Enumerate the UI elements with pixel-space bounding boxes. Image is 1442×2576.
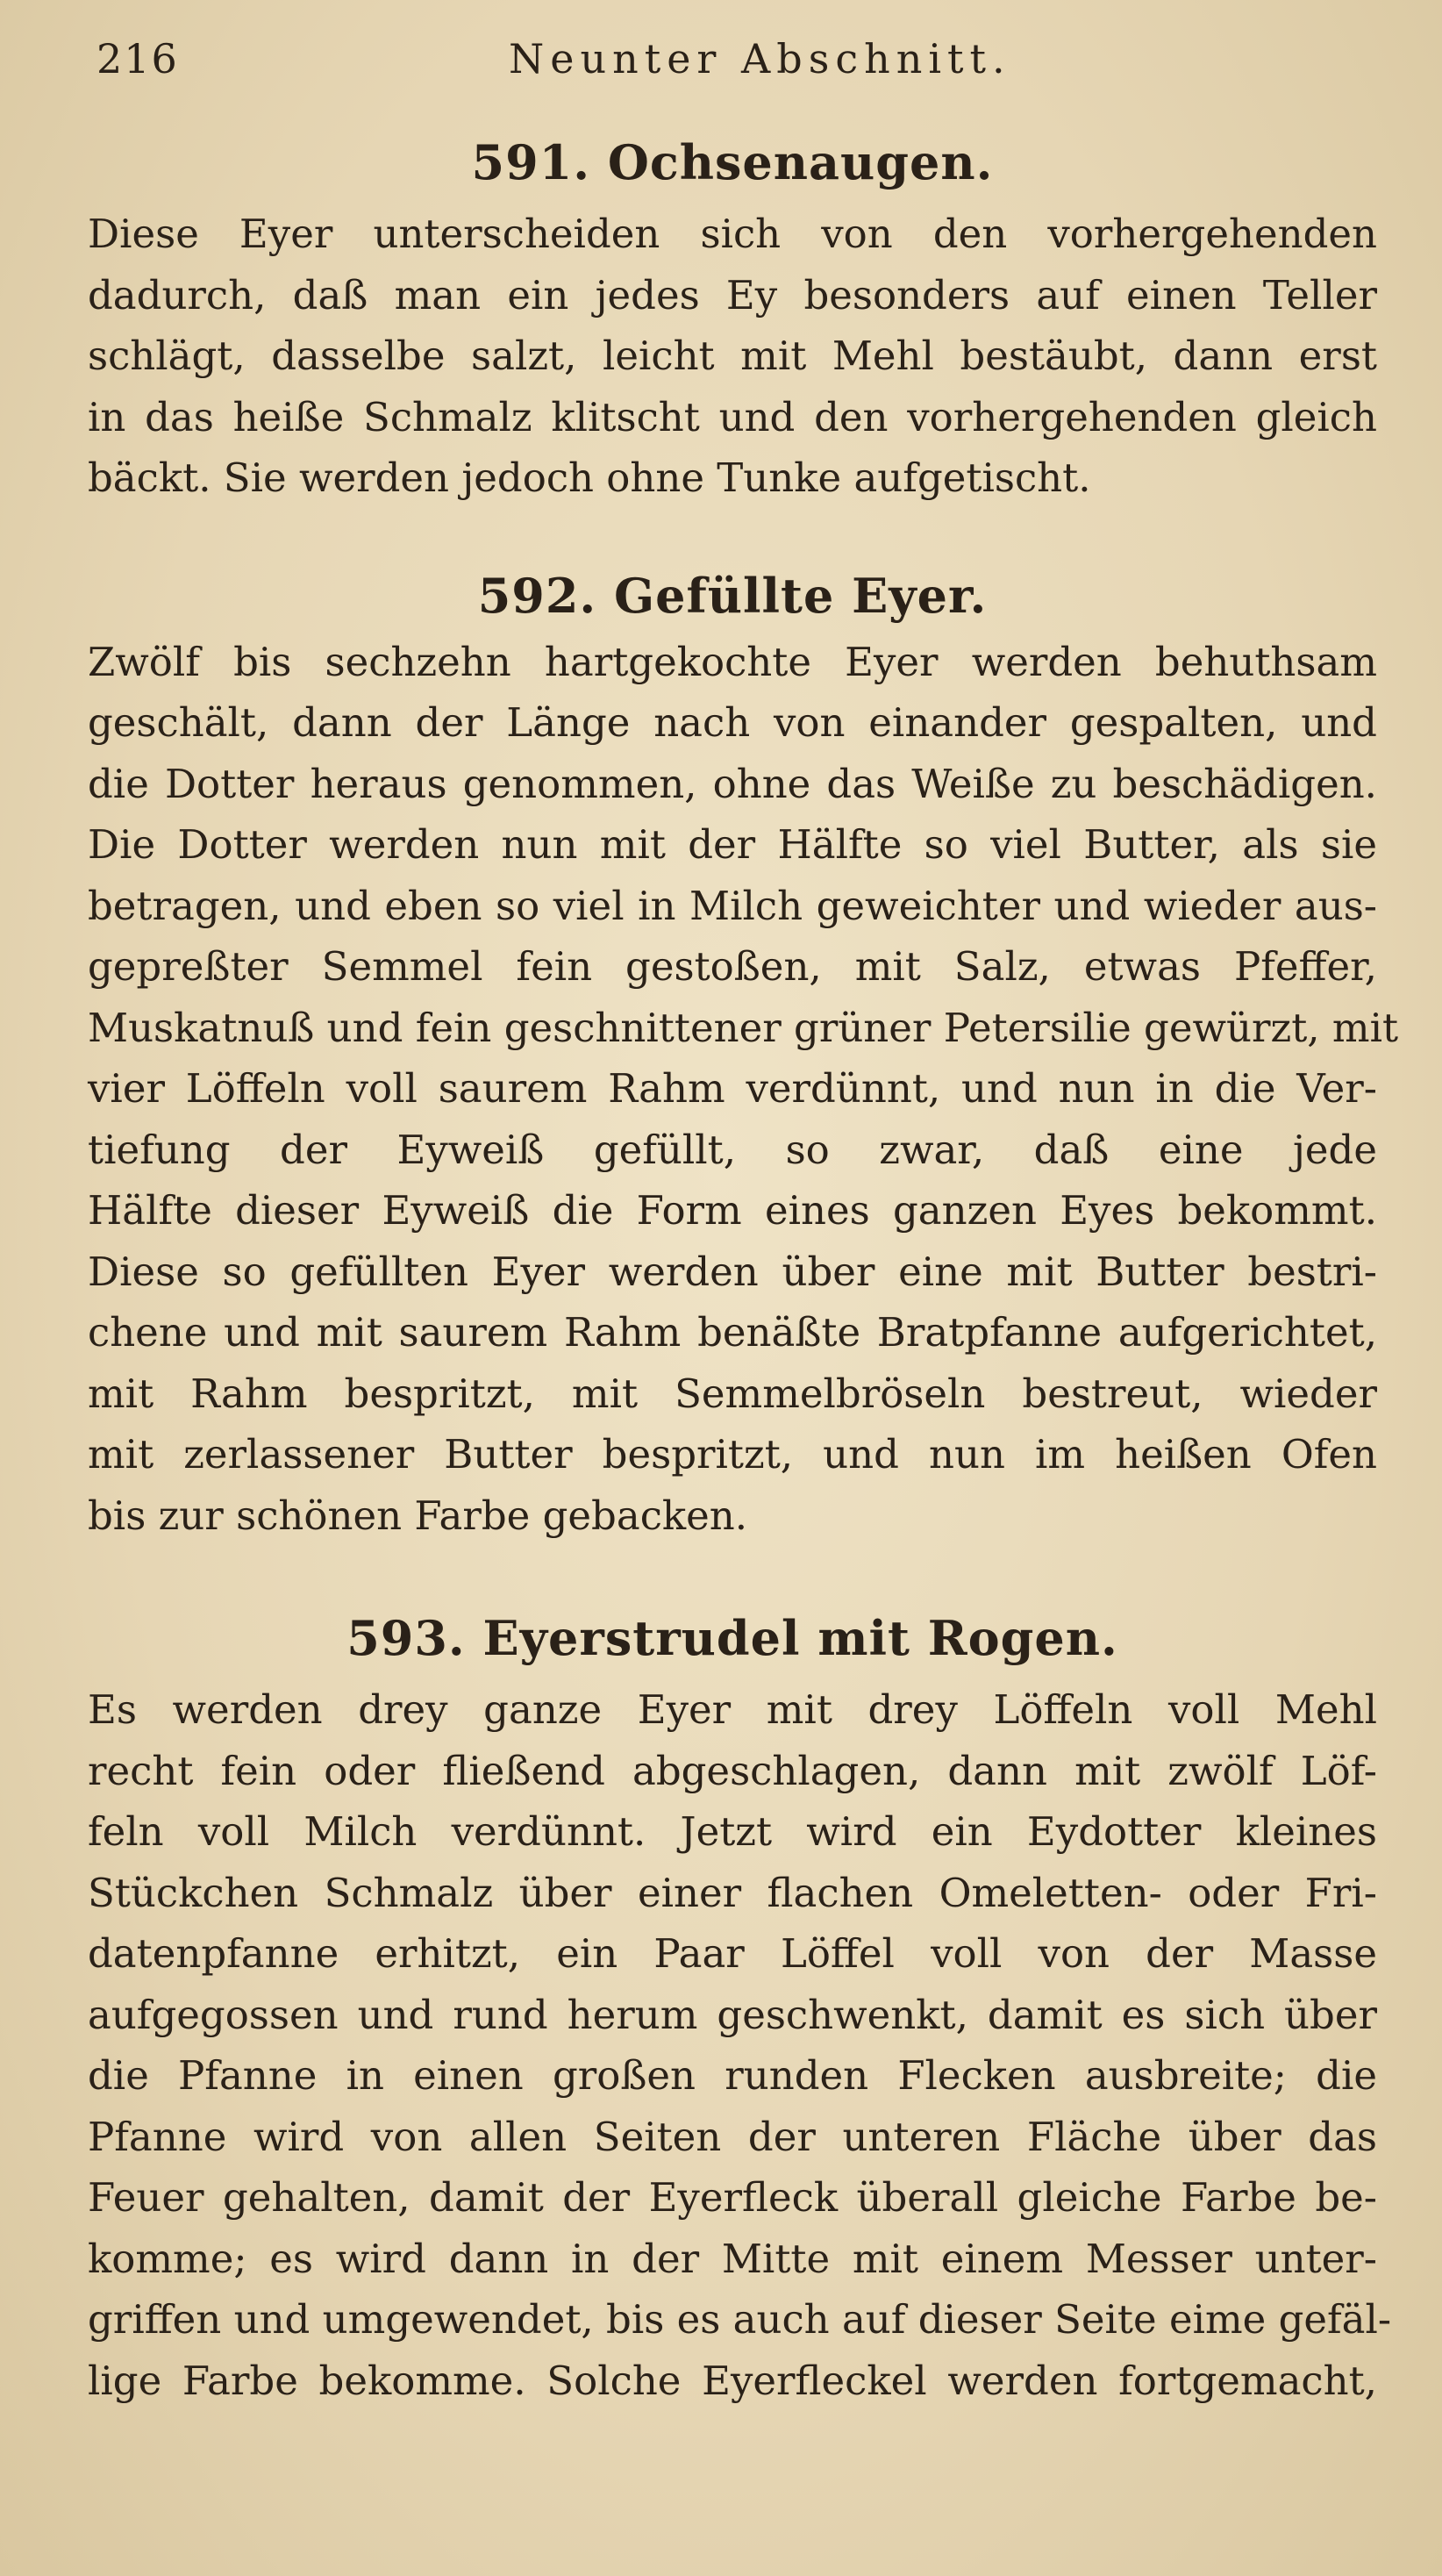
text-line: Hälfte dieser Eyweiß die Form eines ganzen Eyes bekommt.	[88, 1187, 1377, 1234]
recipe-text-591	[88, 204, 1377, 509]
text-line: lige Farbe bekomme. Solche Eyerfleckel werden fortgemacht,	[88, 2357, 1377, 2404]
text-line: Pfanne wird von allen Seiten der unteren Fläche über das	[88, 2113, 1377, 2160]
text-line: Feuer gehalten, damit der Eyerfleck überall gleiche Farbe be-	[88, 2174, 1377, 2221]
text-line: schlägt, dasselbe salzt, leicht mit Mehl bestäubt, dann erst	[88, 333, 1377, 379]
text-line: die Pfanne in einen großen runden Flecken ausbreite; die	[88, 2052, 1377, 2099]
text-line: geschält, dann der Länge nach von einander gespalten, und	[88, 699, 1377, 746]
text-line: bäckt. Sie werden jedoch ohne Tunke aufgetischt.	[88, 454, 1091, 501]
text-line: Muskatnuß und fein geschnittener grüner Petersilie gewürzt, mit	[88, 1004, 1399, 1051]
text-line: feln voll Milch verdünnt. Jetzt wird ein Eydotter kleines	[88, 1808, 1377, 1855]
text-line: vier Löffeln voll saurem Rahm verdünnt, und nun in die Ver-	[88, 1065, 1377, 1112]
text-line: Die Dotter werden nun mit der Hälfte so viel Butter, als sie	[88, 821, 1377, 868]
text-line: griffen und umgewendet, bis es auch auf dieser Seite eime gefäl-	[88, 2296, 1392, 2343]
text-line: Diese so gefüllten Eyer werden über eine mit Butter bestri-	[88, 1248, 1377, 1295]
text-line: tiefung der Eyweiß gefüllt, so zwar, daß eine jede	[88, 1126, 1377, 1173]
text-line: chene und mit saurem Rahm benäßte Bratpfanne aufgerichtet,	[88, 1309, 1377, 1356]
recipe-text-592	[88, 632, 1399, 1547]
text-line: komme; es wird dann in der Mitte mit einem Messer unter-	[88, 2235, 1377, 2282]
running-head	[96, 35, 1337, 97]
text-line: recht fein oder fließend abgeschlagen, dann mit zwölf Löf-	[88, 1747, 1377, 1794]
text-line: Es werden drey ganze Eyer mit drey Löffeln voll Mehl	[88, 1686, 1377, 1733]
text-line: in das heiße Schmalz klitscht und den vorhergehenden gleich	[88, 393, 1377, 440]
running-title: Neunter Abschnitt.	[509, 35, 1011, 82]
recipe-text-593	[88, 1679, 1392, 2411]
text-line: datenpfanne erhitzt, ein Paar Löffel voll von der Masse	[88, 1930, 1377, 1977]
text-line: mit Rahm bespritzt, mit Semmelbröseln bestreut, wieder	[88, 1370, 1377, 1417]
text-line: betragen, und eben so viel in Milch geweichter und wieder aus-	[88, 882, 1377, 929]
text-line: aufgegossen und rund herum geschwenkt, damit es sich über	[88, 1991, 1377, 2038]
page-number: 216	[96, 35, 179, 82]
text-line: mit zerlassener Butter bespritzt, und nun im heißen Ofen	[88, 1431, 1377, 1478]
text-line: dadurch, daß man ein jedes Ey besonders auf einen Teller	[88, 271, 1377, 318]
page-body	[88, 132, 1399, 2411]
text-line: bis zur schönen Farbe gebacken.	[88, 1492, 748, 1539]
recipe-title-593: 593. Eyerstrudel mit Rogen.	[346, 1610, 1118, 1666]
text-line: Diese Eyer unterscheiden sich von den vorhergehenden	[88, 211, 1377, 257]
text-line: die Dotter heraus genommen, ohne das Weiße zu beschädigen.	[88, 760, 1377, 807]
text-line: Zwölf bis sechzehn hartgekochte Eyer werden behuthsam	[88, 638, 1377, 685]
text-line: Stückchen Schmalz über einer flachen Omeletten- oder Fri-	[88, 1869, 1377, 1916]
recipe-title-592: 592. Gefüllte Eyer.	[477, 567, 988, 624]
recipe-title-591: 591. Ochsenaugen.	[471, 134, 994, 190]
text-line: gepreßter Semmel fein gestoßen, mit Salz, etwas Pfeffer,	[88, 943, 1377, 990]
